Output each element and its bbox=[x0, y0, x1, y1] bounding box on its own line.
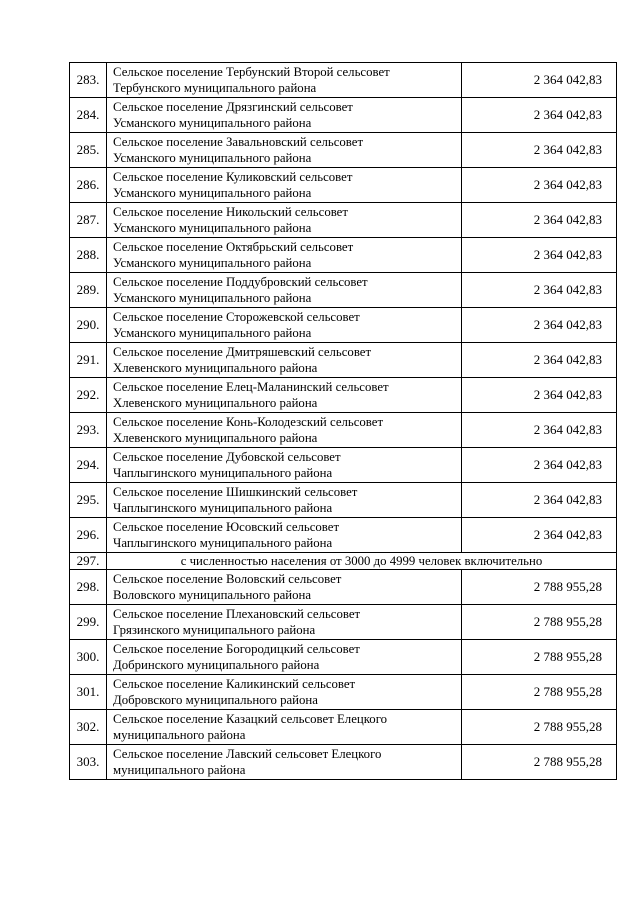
row-number: 296. bbox=[70, 518, 107, 553]
group-heading: с численностью населения от 3000 до 4999 человек включительно bbox=[107, 553, 617, 570]
amount-value: 2 364 042,83 bbox=[462, 98, 617, 133]
amount-value: 2 364 042,83 bbox=[462, 483, 617, 518]
settlement-name: Сельское поселение Казацкий сельсовет Елецкого муниципального района bbox=[107, 710, 462, 745]
row-number: 288. bbox=[70, 238, 107, 273]
settlement-name: Сельское поселение Плехановский сельсовет Грязинского муниципального района bbox=[107, 605, 462, 640]
amount-value: 2 364 042,83 bbox=[462, 203, 617, 238]
row-number: 297. bbox=[70, 553, 107, 570]
row-number: 302. bbox=[70, 710, 107, 745]
row-number: 294. bbox=[70, 448, 107, 483]
settlement-name: Сельское поселение Октябрьский сельсовет Усманского муниципального района bbox=[107, 238, 462, 273]
row-number: 301. bbox=[70, 675, 107, 710]
settlement-name: Сельское поселение Конь-Колодезский сельсовет Хлевенского муниципального района bbox=[107, 413, 462, 448]
row-number: 289. bbox=[70, 273, 107, 308]
row-number: 284. bbox=[70, 98, 107, 133]
table-row bbox=[70, 238, 617, 273]
settlement-name: Сельское поселение Лавский сельсовет Елецкого муниципального района bbox=[107, 745, 462, 780]
row-number: 285. bbox=[70, 133, 107, 168]
amount-value: 2 364 042,83 bbox=[462, 343, 617, 378]
row-number: 292. bbox=[70, 378, 107, 413]
amount-value: 2 364 042,83 bbox=[462, 448, 617, 483]
amount-value: 2 364 042,83 bbox=[462, 308, 617, 343]
table-row bbox=[70, 98, 617, 133]
row-number: 290. bbox=[70, 308, 107, 343]
table-row bbox=[70, 273, 617, 308]
settlement-name: Сельское поселение Тербунский Второй сельсовет Тербунского муниципального района bbox=[107, 63, 462, 98]
settlement-name: Сельское поселение Куликовский сельсовет Усманского муниципального района bbox=[107, 168, 462, 203]
settlement-name: Сельское поселение Елец-Маланинский сельсовет Хлевенского муниципального района bbox=[107, 378, 462, 413]
settlement-name: Сельское поселение Богородицкий сельсовет Добринского муниципального района bbox=[107, 640, 462, 675]
amount-value: 2 364 042,83 bbox=[462, 273, 617, 308]
amount-value: 2 364 042,83 bbox=[462, 133, 617, 168]
row-number: 287. bbox=[70, 203, 107, 238]
table-row bbox=[70, 675, 617, 710]
table-row bbox=[70, 448, 617, 483]
table-row bbox=[70, 378, 617, 413]
settlement-name: Сельское поселение Никольский сельсовет Усманского муниципального района bbox=[107, 203, 462, 238]
settlement-name: Сельское поселение Каликинский сельсовет Добровского муниципального района bbox=[107, 675, 462, 710]
table-row bbox=[70, 413, 617, 448]
row-number: 293. bbox=[70, 413, 107, 448]
amount-value: 2 364 042,83 bbox=[462, 413, 617, 448]
table-row bbox=[70, 605, 617, 640]
amount-value: 2 788 955,28 bbox=[462, 675, 617, 710]
amount-value: 2 788 955,28 bbox=[462, 640, 617, 675]
table-row bbox=[70, 168, 617, 203]
amount-value: 2 788 955,28 bbox=[462, 605, 617, 640]
allocation-table bbox=[69, 62, 617, 780]
amount-value: 2 364 042,83 bbox=[462, 518, 617, 553]
amount-value: 2 364 042,83 bbox=[462, 168, 617, 203]
settlement-name: Сельское поселение Дрязгинский сельсовет Усманского муниципального района bbox=[107, 98, 462, 133]
settlement-name: Сельское поселение Воловский сельсовет Воловского муниципального района bbox=[107, 570, 462, 605]
settlement-name: Сельское поселение Юсовский сельсовет Чаплыгинского муниципального района bbox=[107, 518, 462, 553]
amount-value: 2 788 955,28 bbox=[462, 710, 617, 745]
table-row bbox=[70, 203, 617, 238]
table-row bbox=[70, 343, 617, 378]
table-row bbox=[70, 63, 617, 98]
table-row bbox=[70, 308, 617, 343]
amount-value: 2 788 955,28 bbox=[462, 745, 617, 780]
row-number: 283. bbox=[70, 63, 107, 98]
settlement-name: Сельское поселение Сторожевской сельсовет Усманского муниципального района bbox=[107, 308, 462, 343]
table-row bbox=[70, 570, 617, 605]
settlement-name: Сельское поселение Шишкинский сельсовет Чаплыгинского муниципального района bbox=[107, 483, 462, 518]
settlement-name: Сельское поселение Дмитряшевский сельсовет Хлевенского муниципального района bbox=[107, 343, 462, 378]
row-number: 291. bbox=[70, 343, 107, 378]
settlement-name: Сельское поселение Завальновский сельсовет Усманского муниципального района bbox=[107, 133, 462, 168]
amount-value: 2 364 042,83 bbox=[462, 63, 617, 98]
row-number: 299. bbox=[70, 605, 107, 640]
group-header-row bbox=[70, 553, 617, 570]
table-row bbox=[70, 133, 617, 168]
row-number: 298. bbox=[70, 570, 107, 605]
row-number: 295. bbox=[70, 483, 107, 518]
row-number: 300. bbox=[70, 640, 107, 675]
amount-value: 2 364 042,83 bbox=[462, 238, 617, 273]
table-row bbox=[70, 518, 617, 553]
table-row bbox=[70, 640, 617, 675]
amount-value: 2 364 042,83 bbox=[462, 378, 617, 413]
table-row bbox=[70, 710, 617, 745]
table-row bbox=[70, 483, 617, 518]
amount-value: 2 788 955,28 bbox=[462, 570, 617, 605]
table-row bbox=[70, 745, 617, 780]
settlement-name: Сельское поселение Поддубровский сельсовет Усманского муниципального района bbox=[107, 273, 462, 308]
settlement-name: Сельское поселение Дубовской сельсовет Чаплыгинского муниципального района bbox=[107, 448, 462, 483]
row-number: 286. bbox=[70, 168, 107, 203]
row-number: 303. bbox=[70, 745, 107, 780]
